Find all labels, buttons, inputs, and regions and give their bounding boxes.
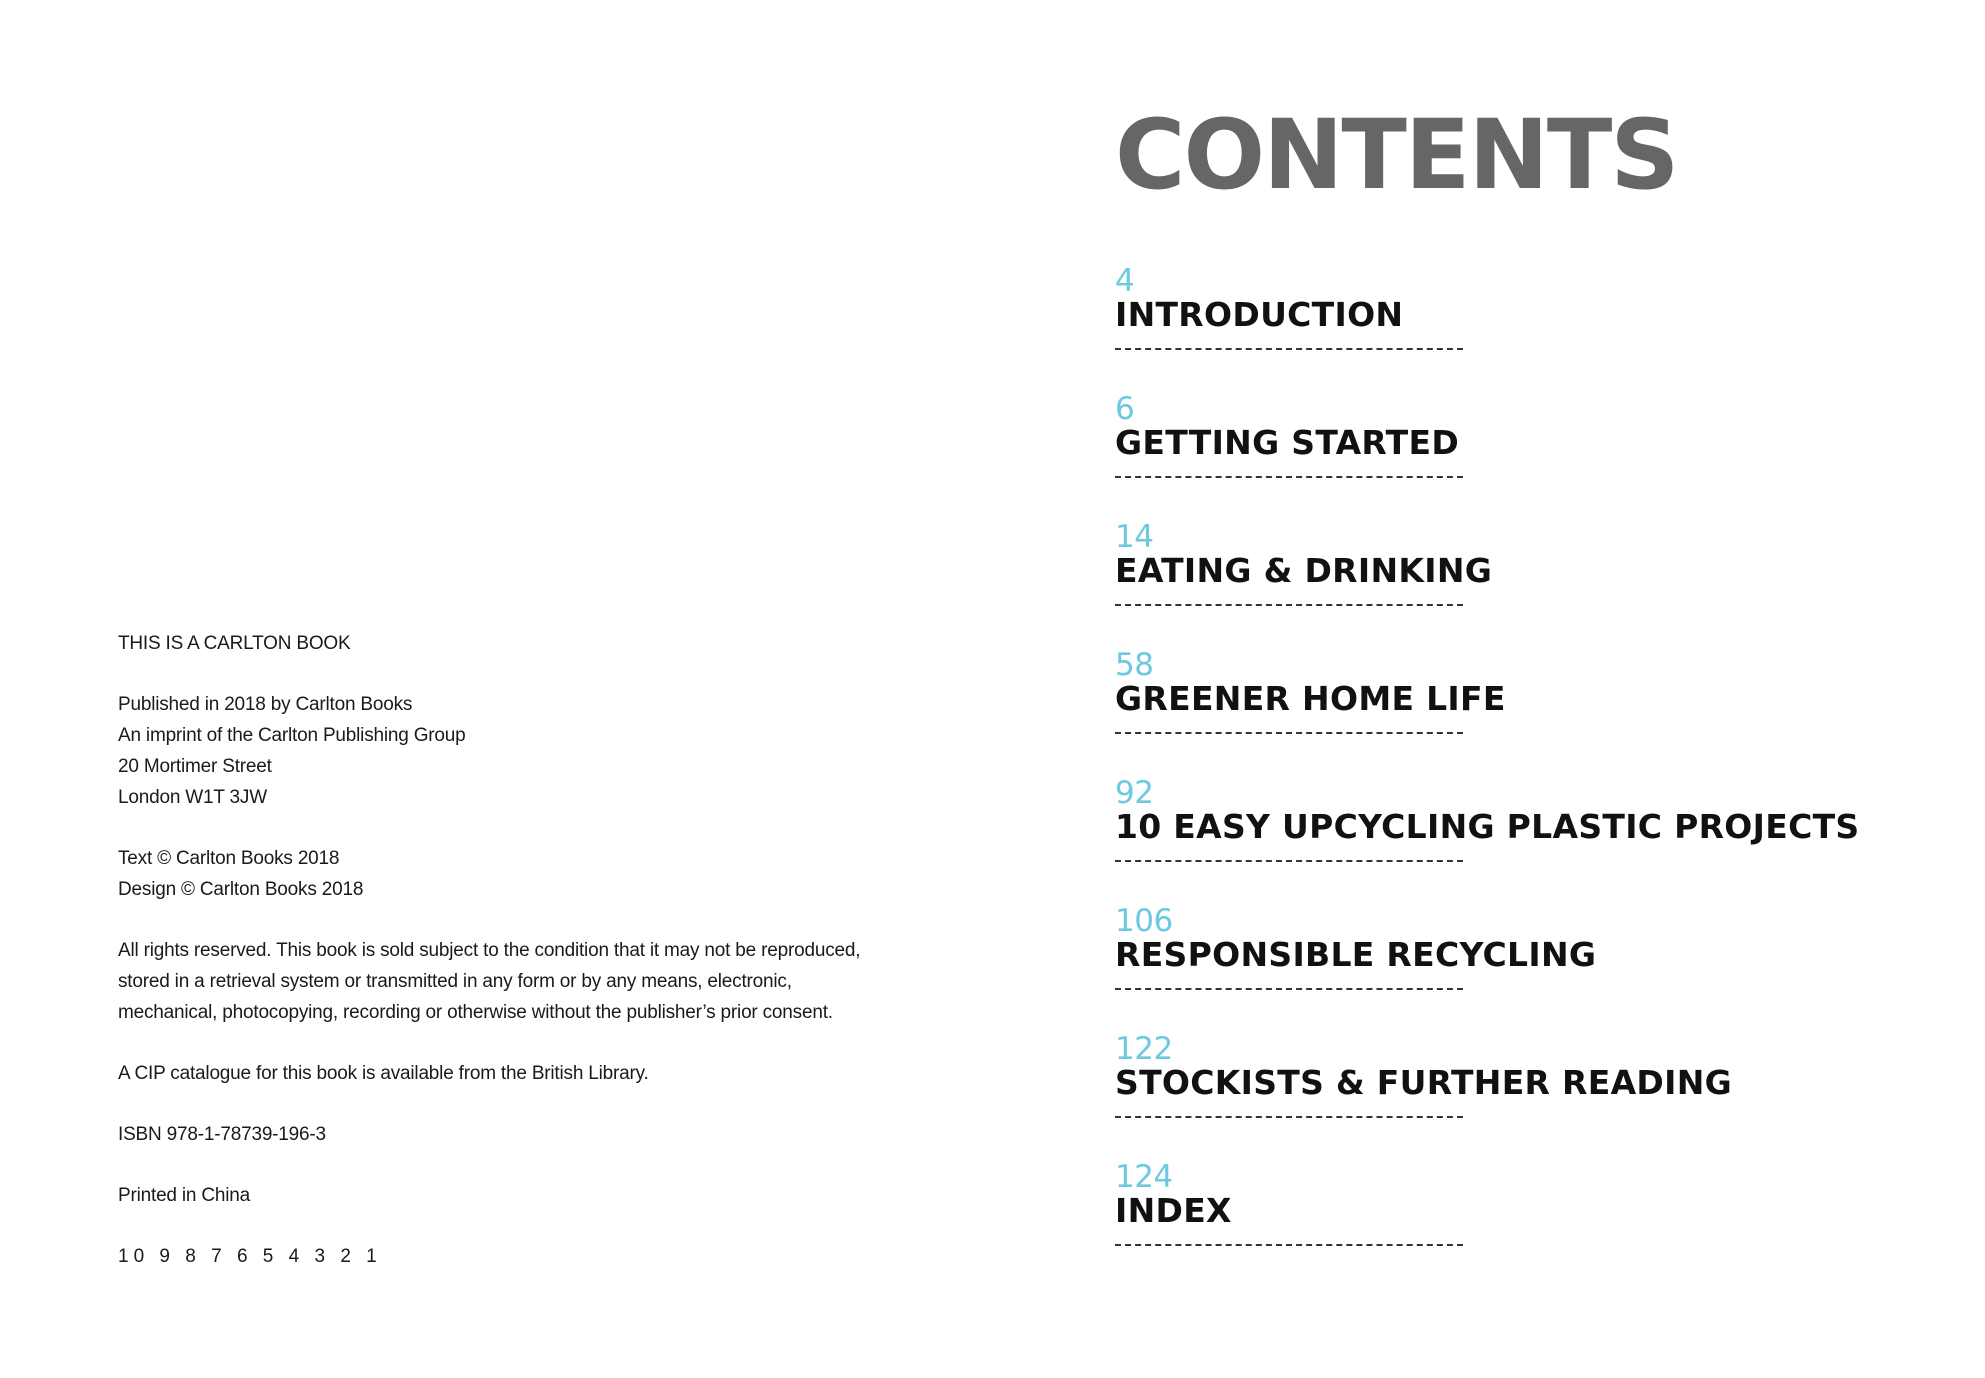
toc-heading: GETTING STARTED [1115, 423, 1460, 462]
toc-entry[interactable] [1115, 903, 1935, 1034]
isbn-line: ISBN 978-1-78739-196-3 [118, 1124, 326, 1145]
rights-line: stored in a retrieval system or transmitted in any form or by any means, electronic, [118, 971, 792, 992]
copyright-block [118, 843, 898, 905]
print-number-line: 10 9 8 7 6 5 4 3 2 1 [118, 1246, 382, 1267]
toc-entry[interactable] [1115, 775, 1935, 906]
toc-heading: STOCKISTS & FURTHER READING [1115, 1063, 1733, 1102]
dashed-divider [1115, 1116, 1463, 1118]
publisher-line: Published in 2018 by Carlton Books [118, 694, 413, 715]
book-line: THIS IS A CARLTON BOOK [118, 633, 351, 654]
toc-heading: RESPONSIBLE RECYCLING [1115, 935, 1597, 974]
toc-page-number: 92 [1115, 775, 1154, 811]
contents-page [1115, 100, 1935, 1234]
toc-heading: 10 EASY UPCYCLING PLASTIC PROJECTS [1115, 807, 1860, 846]
contents-title: CONTENTS [1115, 99, 1678, 211]
print-line-block [118, 1241, 898, 1272]
toc-page-number: 58 [1115, 647, 1154, 683]
toc-heading: INTRODUCTION [1115, 295, 1404, 334]
printed-block [118, 1180, 898, 1211]
toc-entry[interactable] [1115, 1159, 1935, 1290]
toc-page-number: 124 [1115, 1159, 1173, 1195]
toc-entry[interactable] [1115, 647, 1935, 778]
toc-page-number: 106 [1115, 903, 1173, 939]
toc-page-number: 4 [1115, 263, 1135, 299]
dashed-divider [1115, 348, 1463, 350]
toc-page-number: 14 [1115, 519, 1154, 555]
toc-page-number: 122 [1115, 1031, 1173, 1067]
publisher-block [118, 689, 898, 813]
rights-block [118, 935, 898, 1028]
printed-line: Printed in China [118, 1185, 250, 1206]
copyright-line: Design © Carlton Books 2018 [118, 879, 364, 900]
toc-heading: INDEX [1115, 1191, 1232, 1230]
dashed-divider [1115, 732, 1463, 734]
publisher-line: London W1T 3JW [118, 787, 267, 808]
publisher-line: 20 Mortimer Street [118, 756, 272, 777]
dashed-divider [1115, 604, 1463, 606]
toc-page-number: 6 [1115, 391, 1135, 427]
toc-entry[interactable] [1115, 519, 1935, 650]
cip-line: A CIP catalogue for this book is available from the British Library. [118, 1063, 649, 1084]
dashed-divider [1115, 476, 1463, 478]
toc-entry[interactable] [1115, 263, 1935, 394]
toc-entry[interactable] [1115, 1031, 1935, 1162]
rights-line: All rights reserved. This book is sold subject to the condition that it may not be reproduced, [118, 940, 861, 961]
toc-list [1115, 263, 1935, 1290]
toc-heading: GREENER HOME LIFE [1115, 679, 1506, 718]
rights-line: mechanical, photocopying, recording or otherwise without the publisher’s prior consent. [118, 1002, 833, 1023]
book-line-block [118, 628, 898, 659]
toc-heading: EATING & DRINKING [1115, 551, 1493, 590]
cip-block [118, 1058, 898, 1089]
imprint-page [118, 628, 898, 1302]
toc-entry[interactable] [1115, 391, 1935, 522]
dashed-divider [1115, 988, 1463, 990]
isbn-block [118, 1119, 898, 1150]
publisher-line: An imprint of the Carlton Publishing Group [118, 725, 466, 746]
dashed-divider [1115, 1244, 1463, 1246]
dashed-divider [1115, 860, 1463, 862]
copyright-line: Text © Carlton Books 2018 [118, 848, 340, 869]
